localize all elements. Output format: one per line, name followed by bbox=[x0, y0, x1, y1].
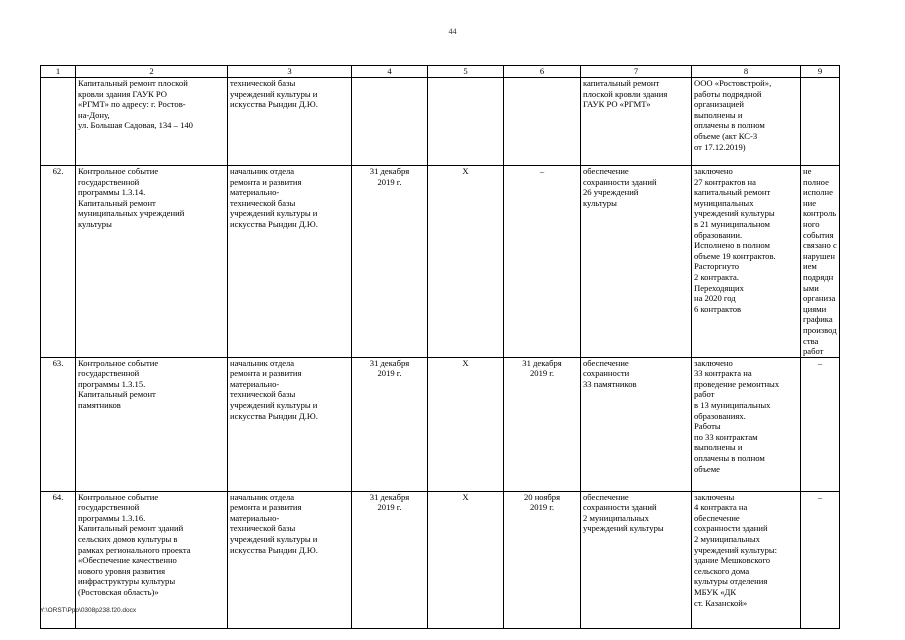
row-number bbox=[41, 78, 76, 166]
col5-cell bbox=[428, 78, 504, 166]
info-cell: заключено 33 контракта на проведение ремонтных работ в 13 муниципальных образованиях. Работы по 33 контрактам выполнены и оплачены в полном объеме bbox=[692, 357, 801, 491]
note-cell: не полное исполнение контрольного события связано с нарушением подрядными организациями графика производства работ bbox=[801, 166, 840, 358]
col-header: 2 bbox=[76, 66, 228, 78]
plan-date-cell: 31 декабря 2019 г. bbox=[352, 357, 428, 491]
col-header: 4 bbox=[352, 66, 428, 78]
note-cell bbox=[801, 78, 840, 166]
row-number: 64. bbox=[41, 491, 76, 628]
col-header: 9 bbox=[801, 66, 840, 78]
info-cell: заключены 4 контракта на обеспечение сохранности зданий 2 муниципальных учреждений культуры: здание Мешковского сельского дома культуры отделения МБУК «ДК ст. Казанской» bbox=[692, 491, 801, 628]
fact-date-cell bbox=[504, 78, 581, 166]
row-number: 62. bbox=[41, 166, 76, 358]
event-cell: Контрольное событие государственной программы 1.3.16. Капитальный ремонт зданий сельских домов культуры в рамках регионального проекта «Обеспечение качественно нового уровня развития инфраструктуры культуры (Ростовская область)» bbox=[76, 491, 228, 628]
table-row bbox=[41, 78, 840, 166]
result-cell: капитальный ремонт плоской кровли здания ГАУК РО «РГМТ» bbox=[581, 78, 692, 166]
col-header: 1 bbox=[41, 66, 76, 78]
fact-date-cell: 31 декабря 2019 г. bbox=[504, 357, 581, 491]
file-path-footer: Y:\ORST\Ppo\0308p238.f20.docx bbox=[40, 607, 137, 614]
fact-date-cell: – bbox=[504, 166, 581, 358]
header-row bbox=[41, 66, 840, 78]
event-cell: Контрольное событие государственной программы 1.3.15. Капитальный ремонт памятников bbox=[76, 357, 228, 491]
row-number: 63. bbox=[41, 357, 76, 491]
event-cell: Капитальный ремонт плоской кровли здания ГАУК РО «РГМТ» по адресу: г. Ростов- на-Дону, ул. Большая Садовая, 134 – 140 bbox=[76, 78, 228, 166]
plan-date-cell bbox=[352, 78, 428, 166]
fact-date-cell: 20 ноября 2019 г. bbox=[504, 491, 581, 628]
plan-date-cell: 31 декабря 2019 г. bbox=[352, 166, 428, 358]
col5-cell: Х bbox=[428, 491, 504, 628]
result-cell: обеспечение сохранности 33 памятников bbox=[581, 357, 692, 491]
col-header: 6 bbox=[504, 66, 581, 78]
col-header: 8 bbox=[692, 66, 801, 78]
result-cell: обеспечение сохранности зданий 26 учреждений культуры bbox=[581, 166, 692, 358]
report-table bbox=[40, 65, 840, 629]
responsible-cell: начальник отдела ремонта и развития материально- технической базы учреждений культуры и искусства Рындин Д.Ю. bbox=[228, 166, 352, 358]
col-header: 5 bbox=[428, 66, 504, 78]
responsible-cell: начальник отдела ремонта и развития материально- технической базы учреждений культуры и искусства Рындин Д.Ю. bbox=[228, 491, 352, 628]
col5-cell: Х bbox=[428, 357, 504, 491]
page-number: 44 bbox=[448, 27, 457, 36]
col5-cell: Х bbox=[428, 166, 504, 358]
responsible-cell: технической базы учреждений культуры и искусства Рындин Д.Ю. bbox=[228, 78, 352, 166]
col-header: 7 bbox=[581, 66, 692, 78]
info-cell: ООО «Ростовстрой», работы подрядной организацией выполнены и оплачены в полном объеме (акт КС-3 от 17.12.2019) bbox=[692, 78, 801, 166]
col-header: 3 bbox=[228, 66, 352, 78]
responsible-cell: начальник отдела ремонта и развития материально- технической базы учреждений культуры и искусства Рындин Д.Ю. bbox=[228, 357, 352, 491]
plan-date-cell: 31 декабря 2019 г. bbox=[352, 491, 428, 628]
info-cell: заключено 27 контрактов на капитальный ремонт муниципальных учреждений культуры в 21 муниципальном образовании. Исполнено в полном объеме 19 контрактов. Расторгнуто 2 контракта. Переходящих на 2020 год 6 контрактов bbox=[692, 166, 801, 358]
table-row bbox=[41, 491, 840, 628]
note-cell: – bbox=[801, 491, 840, 628]
event-cell: Контрольное событие государственной программы 1.3.14. Капитальный ремонт муниципальных учреждений культуры bbox=[76, 166, 228, 358]
result-cell: обеспечение сохранности зданий 2 муниципальных учреждений культуры bbox=[581, 491, 692, 628]
note-cell: – bbox=[801, 357, 840, 491]
table-row bbox=[41, 166, 840, 358]
table-row bbox=[41, 357, 840, 491]
